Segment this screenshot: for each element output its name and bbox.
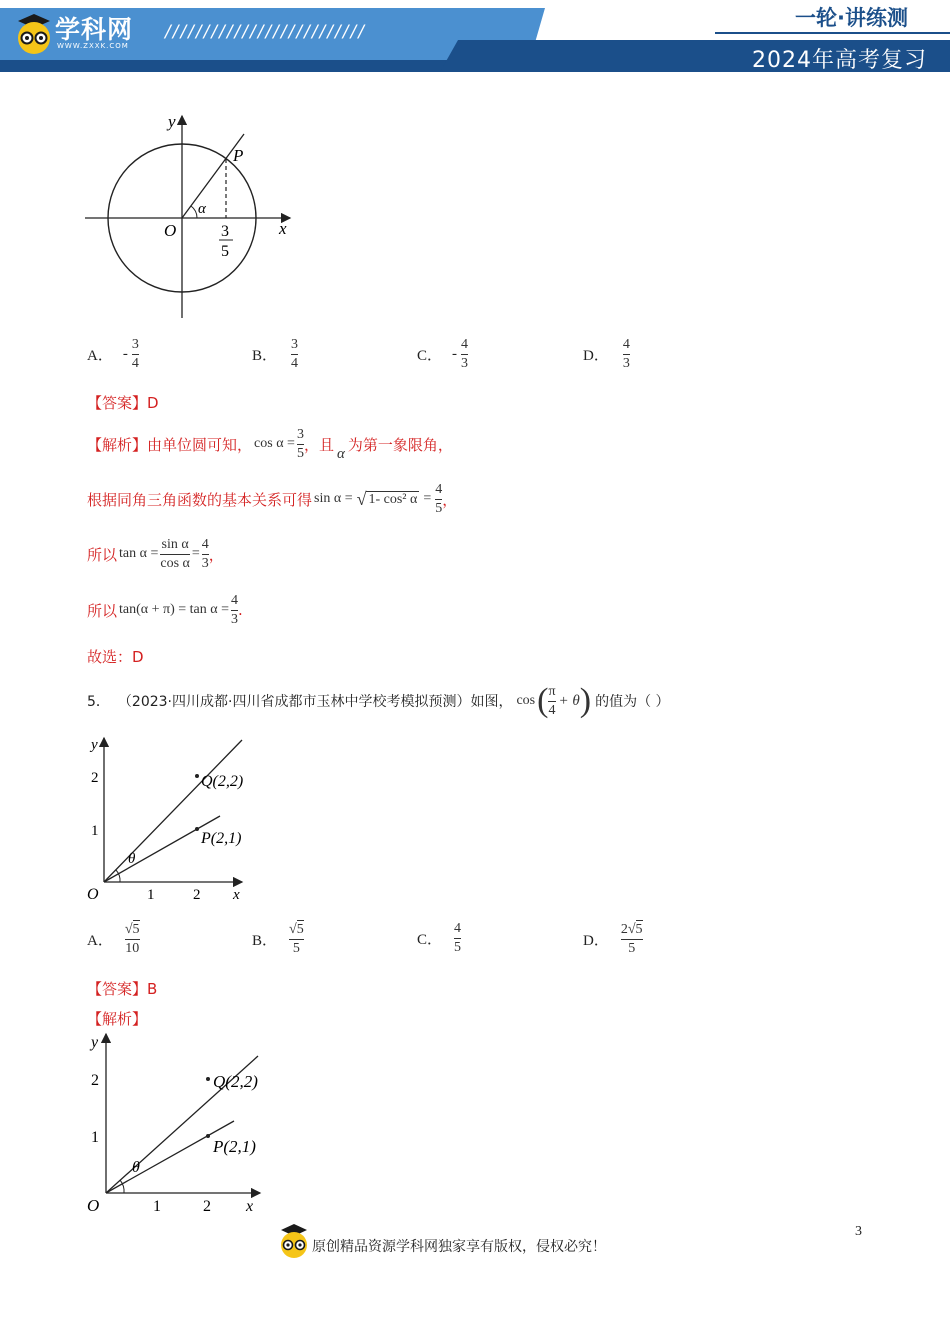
fig2-q-label: Q(2,2)	[201, 773, 244, 790]
fig2-origin-label: O	[87, 886, 99, 903]
logo-url: WWW.ZXXK.COM	[57, 42, 129, 50]
frac-den: 5	[296, 445, 304, 461]
option-fraction	[454, 920, 461, 957]
option-fraction	[461, 336, 468, 373]
q5-option-a[interactable]	[87, 920, 140, 958]
q4-analysis-line4	[87, 589, 243, 631]
option-letter: D．	[583, 932, 609, 949]
fig3-p-label: P(2,1)	[213, 1137, 256, 1156]
option-letter: C．	[417, 932, 443, 948]
question-text: 的值为（ ）	[595, 694, 670, 710]
frac-num: 3	[296, 426, 304, 442]
option-letter: A．	[87, 932, 113, 949]
fig1-y-label: y	[168, 112, 176, 131]
fig2-ytick-1: 1	[91, 823, 99, 839]
analysis-text: 为第一象限角，	[347, 435, 453, 454]
q5-option-c[interactable]	[417, 920, 461, 957]
fig3-y-label: y	[91, 1034, 99, 1051]
frac-den: 5	[292, 941, 300, 956]
cos-alpha-expr: cos α =	[254, 436, 295, 451]
fraction	[548, 683, 555, 720]
q4-option-b[interactable]	[252, 336, 298, 373]
fig1-frac-num: 3	[221, 223, 229, 240]
q5-answer: 【答案】B	[87, 980, 158, 998]
fig2-p-label: P(2,1)	[201, 830, 242, 847]
q5-option-d[interactable]	[583, 920, 643, 958]
option-fraction	[623, 336, 630, 373]
analysis-text: .	[237, 601, 243, 619]
q4-answer: 【答案】D	[87, 394, 159, 412]
q5-option-b[interactable]	[252, 920, 304, 958]
frac-den: 4	[548, 702, 556, 718]
frac-num: 2 √ 5	[620, 921, 643, 937]
frac-num: sin α	[161, 536, 189, 552]
coef: 2	[620, 921, 628, 937]
fig3-xtick-2: 2	[203, 1198, 211, 1215]
question-number: 5．	[87, 694, 110, 710]
fig3-ytick-1: 1	[91, 1129, 99, 1146]
frac-den: 4	[131, 356, 139, 371]
q4-option-a[interactable]	[87, 336, 139, 373]
frac-num: 4	[622, 337, 630, 352]
fig2-xtick-1: 1	[147, 887, 155, 903]
year-title: 2024年高考复习	[752, 48, 927, 73]
frac-den: 4	[291, 356, 299, 371]
q5-analysis-label: 【解析】	[87, 1010, 148, 1028]
fig1-origin-label: O	[164, 221, 177, 240]
option-fraction	[289, 920, 304, 958]
analysis-text: 所以	[87, 545, 118, 564]
footer-mascot-icon	[278, 1222, 310, 1260]
frac-num: 4	[230, 592, 238, 608]
q4-option-c[interactable]	[417, 336, 468, 373]
fig2-ytick-2: 2	[91, 770, 99, 786]
frac-den: 5	[454, 940, 462, 955]
analysis-text: 根据同角三角函数的基本关系可得	[87, 490, 313, 509]
logo-text: 学科网	[55, 15, 134, 44]
option-letter: B．	[252, 932, 278, 949]
fig3-x-label: x	[246, 1198, 254, 1215]
equals: =	[191, 546, 200, 561]
radicand: 5	[296, 922, 304, 937]
fig2-x-label: x	[233, 887, 240, 903]
frac-num: 3	[131, 337, 139, 352]
frac-num: 4	[201, 536, 209, 552]
unit-circle-figure	[80, 108, 310, 323]
frac-den: 3	[622, 356, 630, 371]
fig1-alpha-label: α	[198, 201, 206, 217]
fraction	[297, 426, 304, 463]
frac-den: 3	[230, 611, 238, 627]
fraction	[160, 536, 190, 573]
frac-den: 5	[628, 941, 636, 956]
sin-alpha-expr: sin α =	[314, 491, 353, 506]
fraction	[231, 592, 238, 629]
q4-analysis-line1	[87, 422, 453, 466]
series-title: 一轮·讲练测	[795, 6, 908, 30]
q4-analysis-line2	[87, 478, 457, 520]
fig3-q-label: Q(2,2)	[213, 1072, 258, 1091]
alpha-symbol: α	[336, 445, 345, 462]
q5-stem	[87, 680, 670, 722]
frac-den: 5	[435, 500, 443, 516]
fig3-xtick-1: 1	[153, 1198, 161, 1215]
q4-analysis-line3	[87, 533, 224, 575]
fig3-theta-label: θ	[132, 1159, 140, 1176]
copyright-notice: 原创精品资源学科网独家享有版权，侵权必究！	[312, 1239, 606, 1255]
fraction	[435, 481, 442, 518]
frac-den: 3	[201, 555, 209, 571]
option-sign: -	[452, 346, 458, 362]
plus-theta: + θ	[558, 692, 580, 709]
option-letter: C．	[417, 348, 443, 364]
frac-num: 4	[435, 481, 443, 497]
analysis-text: 所以	[87, 601, 118, 620]
left-paren: (	[537, 682, 549, 719]
fig3-ytick-2: 2	[91, 1072, 99, 1089]
q5-analysis-figure	[82, 1028, 282, 1220]
cos-symbol: cos	[516, 693, 536, 708]
fig1-frac-den: 5	[221, 243, 229, 260]
option-letter: B．	[252, 348, 278, 364]
analysis-text: 由单位圆可知，	[147, 435, 253, 454]
frac-num: √ 5	[289, 921, 304, 937]
analysis-text: ，	[208, 545, 224, 564]
analysis-label: 【解析】	[87, 435, 148, 454]
frac-den: 3	[461, 356, 469, 371]
frac-num: 3	[291, 337, 299, 352]
option-letter: A．	[87, 348, 113, 364]
fig2-theta-label: θ	[128, 851, 136, 867]
tan-sum-expr: tan(α + π) = tan α =	[119, 602, 229, 617]
option-letter: D．	[583, 348, 609, 364]
tan-alpha-expr: tan α =	[119, 546, 159, 561]
header-slashes: //////////////////////////	[165, 22, 366, 42]
page-number: 3	[855, 1224, 862, 1239]
analysis-text: ，且	[303, 435, 334, 454]
sqrt-body: 1- cos² α	[368, 491, 418, 507]
fig2-y-label: y	[91, 737, 98, 753]
q5-figure	[82, 732, 262, 904]
fig1-p-label: P	[233, 146, 244, 165]
fraction	[202, 536, 209, 573]
option-fraction	[125, 920, 140, 958]
frac-num: π	[548, 683, 556, 699]
equals: =	[423, 491, 432, 506]
question-text: （2023·四川成都·四川省成都市玉林中学校考模拟预测）如图，	[117, 694, 513, 710]
frac-num: √ 5	[124, 921, 140, 937]
frac-num: 4	[454, 921, 462, 936]
frac-den: 10	[125, 941, 140, 956]
q4-option-d[interactable]	[583, 336, 630, 373]
sqrt-expr: √ 1- cos² α	[356, 488, 418, 509]
right-paren: )	[579, 682, 592, 719]
option-sign: -	[122, 346, 128, 362]
option-fraction	[291, 336, 298, 373]
logo-mascot-icon	[14, 12, 54, 56]
fig1-x-label: x	[279, 219, 287, 238]
radicand: 5	[132, 922, 140, 937]
frac-den: cos α	[160, 555, 190, 571]
fig2-xtick-2: 2	[193, 887, 201, 903]
option-fraction	[621, 920, 643, 958]
option-fraction	[132, 336, 139, 373]
q4-choice: 故选：D	[87, 648, 144, 666]
fig3-origin-label: O	[87, 1196, 100, 1215]
radicand: 5	[635, 922, 643, 937]
frac-num: 4	[461, 337, 469, 352]
analysis-text: ，	[442, 490, 458, 509]
